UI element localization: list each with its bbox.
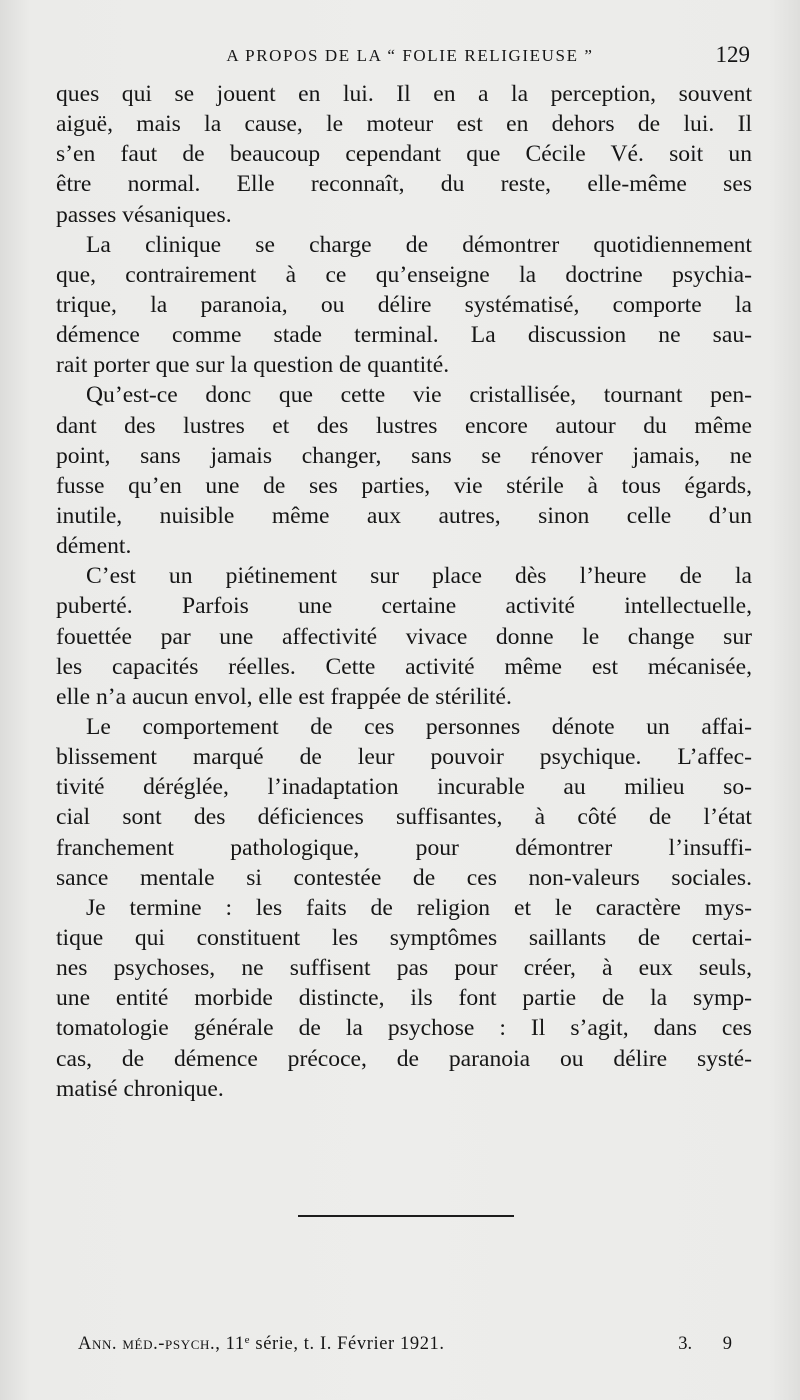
paragraph-first-line: C’est un piétinement sur place dès l’heure de la (86, 563, 752, 590)
running-title: A PROPOS DE LA “ FOLIE RELIGIEUSE ” (226, 46, 594, 65)
text-line: passes vésaniques. (56, 201, 232, 228)
text-line: s’en faut de beaucoup cependant que Cécile Vé. soit un (56, 141, 752, 168)
text-line: être normal. Elle reconnaît, du reste, elle-même ses (56, 171, 752, 198)
printer-signature-mark: 3. 9 (678, 1334, 732, 1354)
text-line: que, contrairement à ce qu’enseigne la doctrine psychia- (56, 261, 752, 288)
text-line: inutile, nuisible même aux autres, sinon celle d’un (56, 502, 752, 529)
footer-source (78, 1334, 445, 1355)
text-line: une entité morbide distincte, ils font partie de la symp- (56, 985, 752, 1012)
text-line: rait porter que sur la question de quantité. (56, 352, 450, 379)
text-line: cial sont des déficiences suffisantes, à côté de l’état (56, 804, 752, 831)
page-number: 129 (715, 42, 750, 67)
text-line: trique, la paranoia, ou délire systématisé, comporte la (56, 291, 752, 318)
text-line: fouettée par une affectivité vivace donne le change sur (56, 623, 752, 650)
text-line: dant des lustres et des lustres encore autour du même (56, 412, 752, 439)
text-line: point, sans jamais changer, sans se rénover jamais, ne (56, 442, 752, 469)
text-line: elle n’a aucun envol, elle est frappée de stérilité. (56, 683, 512, 710)
body-text (56, 79, 752, 1104)
text-line: blissement marqué de leur pouvoir psychique. L’affec- (56, 744, 752, 771)
page-footer (78, 1334, 732, 1364)
section-separator-rule (298, 1215, 514, 1217)
series-details: série, t. I. Février 1921. (255, 1334, 445, 1354)
text-line: franchement pathologique, pour démontrer l’insuffi- (56, 834, 752, 861)
text-line: sance mentale si contestée de ces non-valeurs sociales. (56, 864, 752, 891)
text-line: ques qui se jouent en lui. Il en a la perception, souvent (56, 81, 752, 107)
text-line: les capacités réelles. Cette activité même est mécanisée, (56, 653, 752, 680)
series-number: 11 (225, 1334, 245, 1354)
paragraph-first-line: Je termine : les faits de religion et le caractère mys- (86, 894, 752, 921)
text-line: démence comme stade terminal. La discussion ne sau- (56, 322, 752, 349)
text-line: aiguë, mais la cause, le moteur est en dehors de lui. Il (56, 111, 752, 138)
text-line: cas, de démence précoce, de paranoia ou délire systé- (56, 1045, 752, 1072)
text-line: nes psychoses, ne suffisent pas pour créer, à eux seuls, (56, 955, 752, 982)
text-line: tomatologie générale de la psychose : Il s’agit, dans ces (56, 1015, 752, 1042)
text-line: dément. (56, 533, 132, 560)
series-superscript: e (244, 1334, 251, 1346)
paragraph-first-line: Qu’est-ce donc que cette vie cristallisée, tournant pen- (86, 382, 752, 409)
text-line: puberté. Parfois une certaine activité intellectuelle, (56, 593, 752, 620)
text-line: tivité déréglée, l’inadaptation incurable au milieu so- (56, 774, 752, 801)
journal-abbreviation: Ann. méd.-psych., (78, 1334, 221, 1354)
text-line: tique qui constituent les symptômes saillants de certai- (56, 924, 752, 951)
running-header (60, 42, 750, 72)
text-line: fusse qu’en une de ses parties, vie stérile à tous égards, (56, 472, 752, 499)
paragraph-first-line: Le comportement de ces personnes dénote un affai- (86, 713, 752, 740)
text-line: matisé chronique. (56, 1075, 224, 1102)
paragraph-first-line: La clinique se charge de démontrer quotidiennement (86, 231, 752, 258)
